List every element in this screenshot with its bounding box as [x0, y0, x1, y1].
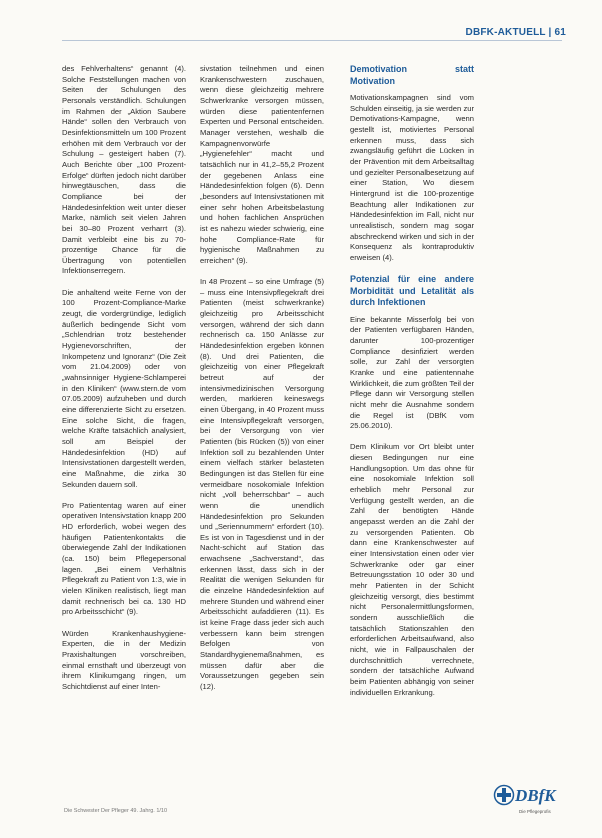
header-rule — [62, 40, 562, 41]
page-footer: Die Schwester Der Pfleger 49. Jahrg. 1/10 — [64, 808, 168, 814]
text-column-2 — [200, 64, 324, 703]
logo-text: DBfK — [515, 786, 556, 805]
paragraph: Die anhaltend weite Ferne von der 100 Prozent-Compliance-Marke zeugt, die vordergründige, lediglich äußerlich bedingende Sicht vom „Schlendrian trotz bestehender Hygienevorschriften, der Inkompetenz und Ignoranz“ (Die Zeit vom 21.04.2009) oder von „wahnsinniger Hygiene-Schlamperei in den Kliniken“ (www.stern.de vom 07.05.2009) aufzuheben und durch eine differenzierte Sicht zu ersetzen. Eine solche Sicht, die fragen, welche Kräfte tatsächlich analysiert, soll am Beispiel der Händedesinfektion (HD) auf Intensivstationen dargestellt werden, eine Maßnahme, die zirka 30 Sekunden dauern soll. — [62, 287, 186, 489]
section-heading: Demotivation statt Motivation — [350, 64, 474, 86]
text-column-1 — [62, 64, 186, 703]
paragraph: Pro Patiententag waren auf einer operativen Intensivstation knapp 200 HD erforderlich, wobei wegen des häufigen Patientenkontakts die überwiegende Zahl der Indikationen (ca. 150) beim Pflegepersonal lagen. „Bei einem Verhältnis Pflegekraft zu Patient von 1:3, wie in vielen Kliniken realistisch, liegt man damit rechnerisch bei ca. 130 HD pro Arbeitsschicht“ (9). — [62, 500, 186, 617]
paragraph: Würden Krankenhaushygiene-Experten, die in der Medizin Praxishaltungen vorschreiben, einmal ernsthaft und überzeugt von ihrem Klinikumgang ringen, um Schichtdienst auf einer Inten- — [62, 628, 186, 691]
paragraph: Eine bekannte Misserfolg bei von der Patienten verfügbaren Händen, darunter 100-prozentiger Compliance desinfiziert werden solle, zur Zahl der versorgten Kranke und eine patientennahe Wirklichkeit, die zum größten Teil der Pflege dann wir Versorgung stellen nicht mehr die Ausnahme sondern die Regel ist (DBfK vom 25.06.2010). — [350, 314, 474, 431]
logo-subtitle: Die Pflegeprofis — [519, 809, 551, 814]
section-heading: Potenzial für eine andere Morbidität und Letalität als durch Infektionen — [350, 274, 474, 308]
paragraph: Motivationskampagnen sind vom Schulden einseitig, ja sie werden zur Demotivations-Kampagne, wenn gestellt ist, motiviertes Personal erkennen muss, dass sich zwangsläufig geführt die Lücken in der Prävention mit dem Arbeitsalltag und gezielter Personalbesetzung auf einer Station, Wo diesem Hintergrund ist die 100-prozentige Beachtung aller Indikationen zur Händedesinfektion im Fall, nicht nur unrealistisch, sondern mag sogar abschreckend wirken und sich in der Konsequenz als kontraproduktiv erweisen (4). — [350, 93, 474, 262]
paragraph: sivstation teilnehmen und einen Krankenschwestern zuschauen, wenn diese gleichzeitig mehrere Schwerkranke versorgen müssen, würden diese patientenfernen Experten und Personal entscheiden. Manager verstehen, weshalb die Kampagnenvorwürfe „Hygienefehler“ macht und tatsächlich nur in 41,2–55,2 Prozent der gegebenen Anlass eine Händedesinfektion folgen (6). Denn „besonders auf Intensivstationen mit einer sehr hohen Arbeitsbelastung und hohen fachlichen Ansprüchen ist es nahezu wieder schwierig, eine hohe Compliance-Rate für hygienische Maßnahmen zu erreichen“ (9). — [200, 64, 324, 265]
paragraph: Dem Klinikum vor Ort bleibt unter diesen Bedingungen nur eine Handlungsoption. Um das ohne für eine nosokomiale Infektion soll erheblich mehr Personal zur Verfügung gestellt werden, an die Zahl der benötigten Hände angepasst werden an die Zahl der zu versorgenden Patienten. Ob dann eine Krankenschwester auf einer Intensivstation einen oder vier Schwerkranke oder gar einer Betreuungsstation 10 oder 30 und mehr Patienten in der Schicht gleichzeitig versorgt, dies bestimmt nicht Personalermittlungsformen, sondern ausschließlich die tatsächlich Stationszahlen den erforderlichen Arbeitsaufwand, also nicht, wie in Fallpauschalen der durchschnittlich verrechnete, sondern der tatsächliche Aufwand beim Patienten abhängig von seiner individuellen Erkrankung. — [350, 442, 474, 697]
text-column-3 — [350, 64, 474, 709]
page-header: DBFK-AKTUELL | 61 — [465, 27, 566, 38]
paragraph: In 48 Prozent – so eine Umfrage (5) – muss eine Intensivpflegekraft drei Patienten (meist schwerkranke) gleichzeitig pro Arbeitsschicht versorgen, während der sich dann rechnerisch ca. 150 Anlässe zur Händedesinfektion ergeben können (8). Und drei Patienten, die gleichzeitig von einer Pflegekraft betreut auf der intensivmedizinischen Versorgung werden, markieren keineswegs einen Übergang, in 40 Prozent muss eine Intensivpflegekraft versorgen, bei der Versorgung von vier Patienten (bis Rücken (5)) von einer Infektion soll zu bezahlenden Unter einem vielfach stärker belasteten Bedingungen ist das Stellen für eine vermeidbare nosokomiale Infektion nicht „voll beherrschbar“ – auch wenn die unendlich Händedesinfektion pro Sekunden und „Seriennummern“ erfordert (10). Es ist von in Tagesdienst und in der Nacht-schicht auf Station das erwachsene „Sachverstand“, das erkennen lässt, dass sich in der Realität die wenigen Sekunden für die einzelne Händedesinfektion auf mehrere Stunden und während einer Arbeitsschicht aufaddieren (11). Es ist keine Frage dass jeder sich auch verbessern kann beim strengen Befolgen von Standardhygienemaßnahmen, es müssen dafür aber die Voraussetzungen gegeben sein (12). — [200, 277, 324, 691]
paragraph: des Fehlverhaltens“ genannt (4). Solche Feststellungen machen von Seiten der Schulungen des Personals verständlich. Schulungen im Rahmen der „Aktion Saubere Hände“ sollen den Verbrauch von Desinfektionsmitteln um 100 Prozent erhöhen mit dem Verbrauch vor der Schulung – gesteigert haben (7). Auch Berichte über „100 Prozent-Erfolge“ dürften jedoch nicht darüber hinwegtäuschen, dass die Compliance bei der Händedesinfektion weit unter dieser Marke, nämlich seit vielen Jahren bei 30–80 Prozent verharrt (3). Damit verbleibt eine bis zu 70-prozentige Chance für die Übertragung von potentiellen Infektionserregern. — [62, 64, 186, 276]
dbfk-logo — [493, 784, 565, 828]
logo-cross-icon — [493, 784, 515, 806]
